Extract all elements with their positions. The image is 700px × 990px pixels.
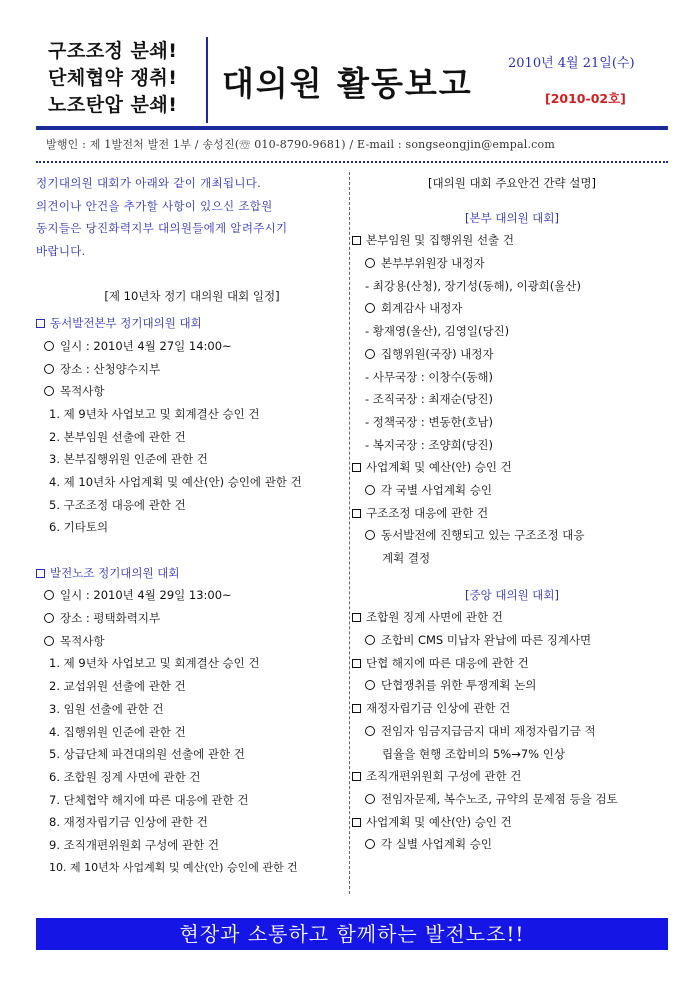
circle-bullet-icon <box>365 303 375 313</box>
agenda-subitem <box>352 388 672 411</box>
agenda-text: - 조직국장 : 최재순(당진) <box>365 392 493 407</box>
agenda-item: 7. 단체협약 해지에 따른 대응에 관한 건 <box>49 792 249 807</box>
agenda-text: - 정책국장 : 변동한(호남) <box>365 414 493 429</box>
agenda-text: - 황재영(울산), 김영일(당진) <box>365 324 510 339</box>
issue-number: [2010-02호] <box>545 91 626 106</box>
agenda-heading <box>352 697 672 720</box>
central-agenda-list <box>352 606 672 856</box>
agenda-item: 3. 본부집행위원 인준에 관한 건 <box>49 452 208 467</box>
agenda-text: 전임자문제, 복수노조, 규약의 문제점 등을 검토 <box>381 791 618 806</box>
circle-bullet-icon <box>44 613 54 623</box>
agenda-detail <box>352 674 672 697</box>
agenda-item: 6. 조합원 징계 사면에 관한 건 <box>49 769 201 784</box>
agenda-item: 2. 본부임원 선출에 관한 건 <box>49 429 186 444</box>
circle-bullet-icon <box>44 386 54 396</box>
square-bullet-icon <box>352 463 361 472</box>
right-column <box>352 172 672 856</box>
left-column <box>36 172 348 879</box>
page-title: 대의원 활동보고 <box>222 64 473 103</box>
agenda-heading <box>352 456 672 479</box>
agenda-subitem <box>352 275 672 298</box>
square-bullet-icon <box>352 509 361 518</box>
agenda-item: 1. 제 9년차 사업보고 및 회계결산 승인 건 <box>49 656 260 671</box>
agenda-detail <box>352 788 672 811</box>
circle-bullet-icon <box>365 349 375 359</box>
agenda-item: 9. 조직개편위원회 구성에 관한 건 <box>49 837 220 852</box>
square-bullet-icon <box>352 659 361 668</box>
agenda-heading <box>352 502 672 525</box>
agenda-detail <box>352 252 672 275</box>
agenda-item: 5. 상급단체 파견대의원 선출에 관한 건 <box>49 747 245 762</box>
agenda-detail <box>352 343 672 366</box>
agenda-continuation <box>352 743 672 766</box>
agenda-heading <box>352 229 672 252</box>
header-rule <box>36 126 668 130</box>
intro-line: 정기대의원 대회가 아래와 같이 개최됩니다. <box>36 176 262 190</box>
circle-bullet-icon <box>365 680 375 690</box>
agenda-text: 립율을 현행 조합비의 5%→7% 인상 <box>382 746 565 761</box>
agenda-text: 집행위원(국장) 내정자 <box>381 346 494 361</box>
bonbu-heading: [본부 대의원 대회] <box>464 210 560 225</box>
meeting-heading: 동서발전본부 정기대의원 대회 <box>36 312 348 335</box>
agenda-text: - 사무국장 : 이창수(동해) <box>365 369 493 384</box>
slogan-3: 노조탄압 분쇄! <box>48 94 178 116</box>
square-bullet-icon <box>36 319 45 328</box>
agenda-text: 본부부위원장 내정자 <box>381 256 485 271</box>
agenda-detail <box>352 629 672 652</box>
agenda-text: 단협 해지에 따른 대응에 관한 건 <box>366 655 529 670</box>
agenda-subitem <box>352 411 672 434</box>
intro-line: 의견이나 안건을 추가할 사항이 있으신 조합원 <box>36 198 273 213</box>
intro-line: 동지들은 당진화력지부 대의원들에게 알려주시기 <box>36 221 288 236</box>
agenda-text: 동서발전에 진행되고 있는 구조조정 대응 <box>381 528 585 543</box>
column-divider <box>349 172 350 894</box>
agenda-title: 목적사항 <box>36 630 348 653</box>
agenda-text: 재정자립기금 인상에 관한 건 <box>366 701 511 716</box>
agenda-text: 각 국별 사업계획 승인 <box>381 482 492 497</box>
publisher-rule <box>36 161 668 163</box>
meeting-place: 장소 : 산청양수지부 <box>36 358 348 381</box>
slogan-1: 구조조정 분쇄! <box>48 40 178 62</box>
agenda-text: 조합비 CMS 미납자 완납에 따른 징계사면 <box>381 633 592 648</box>
publisher-info: 발행인 : 제 1발전처 발전 1부 / 송성진(☏ 010-8790-9681) / E-mail : songseongjin@empal.com <box>46 138 555 151</box>
agenda-text: 단협쟁취를 위한 투쟁계획 논의 <box>381 678 537 693</box>
slogan-2: 단체협약 쟁취! <box>48 67 178 89</box>
agenda-text: 조직개편위원회 구성에 관한 건 <box>366 769 522 784</box>
agenda-item: 5. 구조조정 대응에 관한 건 <box>49 497 186 512</box>
agenda-item: 4. 집행위원 인준에 관한 건 <box>49 724 186 739</box>
meeting-place: 장소 : 평택화력지부 <box>36 607 348 630</box>
agenda-detail <box>352 479 672 502</box>
agenda-text: 계획 결정 <box>382 551 431 565</box>
square-bullet-icon <box>352 772 361 781</box>
central-heading: [중앙 대의원 대회] <box>464 587 560 602</box>
circle-bullet-icon <box>365 258 375 268</box>
circle-bullet-icon <box>365 839 375 849</box>
agenda-text: 구조조정 대응에 관한 건 <box>366 505 489 520</box>
square-bullet-icon <box>352 613 361 622</box>
slogan-block <box>48 38 208 119</box>
circle-bullet-icon <box>365 485 375 495</box>
agenda-heading <box>352 765 672 788</box>
agenda-detail <box>352 524 672 547</box>
circle-bullet-icon <box>365 726 375 736</box>
meeting-datetime: 일시 : 2010년 4월 29일 13:00~ <box>36 584 348 607</box>
agenda-item: 4. 제 10년차 사업계획 및 예산(안) 승인에 관한 건 <box>49 474 302 489</box>
summary-title: [대의원 대회 주요안건 간략 설명] <box>427 176 596 190</box>
agenda-text: 회계감사 내정자 <box>381 301 463 316</box>
circle-bullet-icon <box>44 636 54 646</box>
agenda-detail <box>352 720 672 743</box>
square-bullet-icon <box>352 704 361 713</box>
bonbu-agenda-list <box>352 229 672 569</box>
agenda-text: 각 실별 사업계획 승인 <box>381 837 492 852</box>
agenda-continuation <box>352 547 672 570</box>
circle-bullet-icon <box>365 530 375 540</box>
agenda-subitem <box>352 434 672 457</box>
square-bullet-icon <box>352 236 361 245</box>
square-bullet-icon <box>352 818 361 827</box>
agenda-text: - 복지국장 : 조양희(당진) <box>365 437 493 452</box>
agenda-title: 목적사항 <box>36 380 348 403</box>
circle-bullet-icon <box>44 341 54 351</box>
agenda-text: 사업계획 및 예산(안) 승인 건 <box>366 460 512 475</box>
intro-line: 바랍니다. <box>36 244 86 259</box>
agenda-detail <box>352 297 672 320</box>
agenda-text: - 최강용(산청), 장기성(동해), 이광희(울산) <box>365 278 581 293</box>
publication-date: 2010년 4월 21일(수) <box>508 56 635 71</box>
circle-bullet-icon <box>365 635 375 645</box>
header-divider <box>206 37 208 123</box>
footer-slogan: 현장과 소통하고 함께하는 발전노조!! <box>36 918 668 950</box>
meeting-heading: 발전노조 정기대의원 대회 <box>36 562 348 585</box>
agenda-subitem <box>352 320 672 343</box>
agenda-text: 조합원 징계 사면에 관한 건 <box>366 610 503 625</box>
agenda-item: 3. 임원 선출에 관한 건 <box>49 701 164 716</box>
agenda-item: 10. 제 10년차 사업계획 및 예산(안) 승인에 관한 건 <box>49 860 298 874</box>
agenda-heading <box>352 811 672 834</box>
agenda-text: 전임자 임금지급금지 대비 재정자립기금 적 <box>381 723 596 738</box>
agenda-item: 2. 교섭위원 선출에 관한 건 <box>49 679 186 694</box>
schedule-title: [제 10년차 정기 대의원 대회 일정] <box>104 289 280 304</box>
agenda-subitem <box>352 366 672 389</box>
circle-bullet-icon <box>44 590 54 600</box>
agenda-heading <box>352 652 672 675</box>
square-bullet-icon <box>36 569 45 578</box>
agenda-item: 1. 제 9년차 사업보고 및 회계결산 승인 건 <box>49 406 260 421</box>
meeting-datetime: 일시 : 2010년 4월 27일 14:00~ <box>36 335 348 358</box>
agenda-item: 8. 재정자립기금 인상에 관한 건 <box>49 815 208 830</box>
circle-bullet-icon <box>365 794 375 804</box>
circle-bullet-icon <box>44 364 54 374</box>
agenda-heading <box>352 606 672 629</box>
agenda-item: 6. 기타토의 <box>49 520 109 535</box>
agenda-detail <box>352 833 672 856</box>
agenda-text: 사업계획 및 예산(안) 승인 건 <box>366 814 512 829</box>
agenda-text: 본부임원 및 집행위원 선출 건 <box>366 233 514 248</box>
